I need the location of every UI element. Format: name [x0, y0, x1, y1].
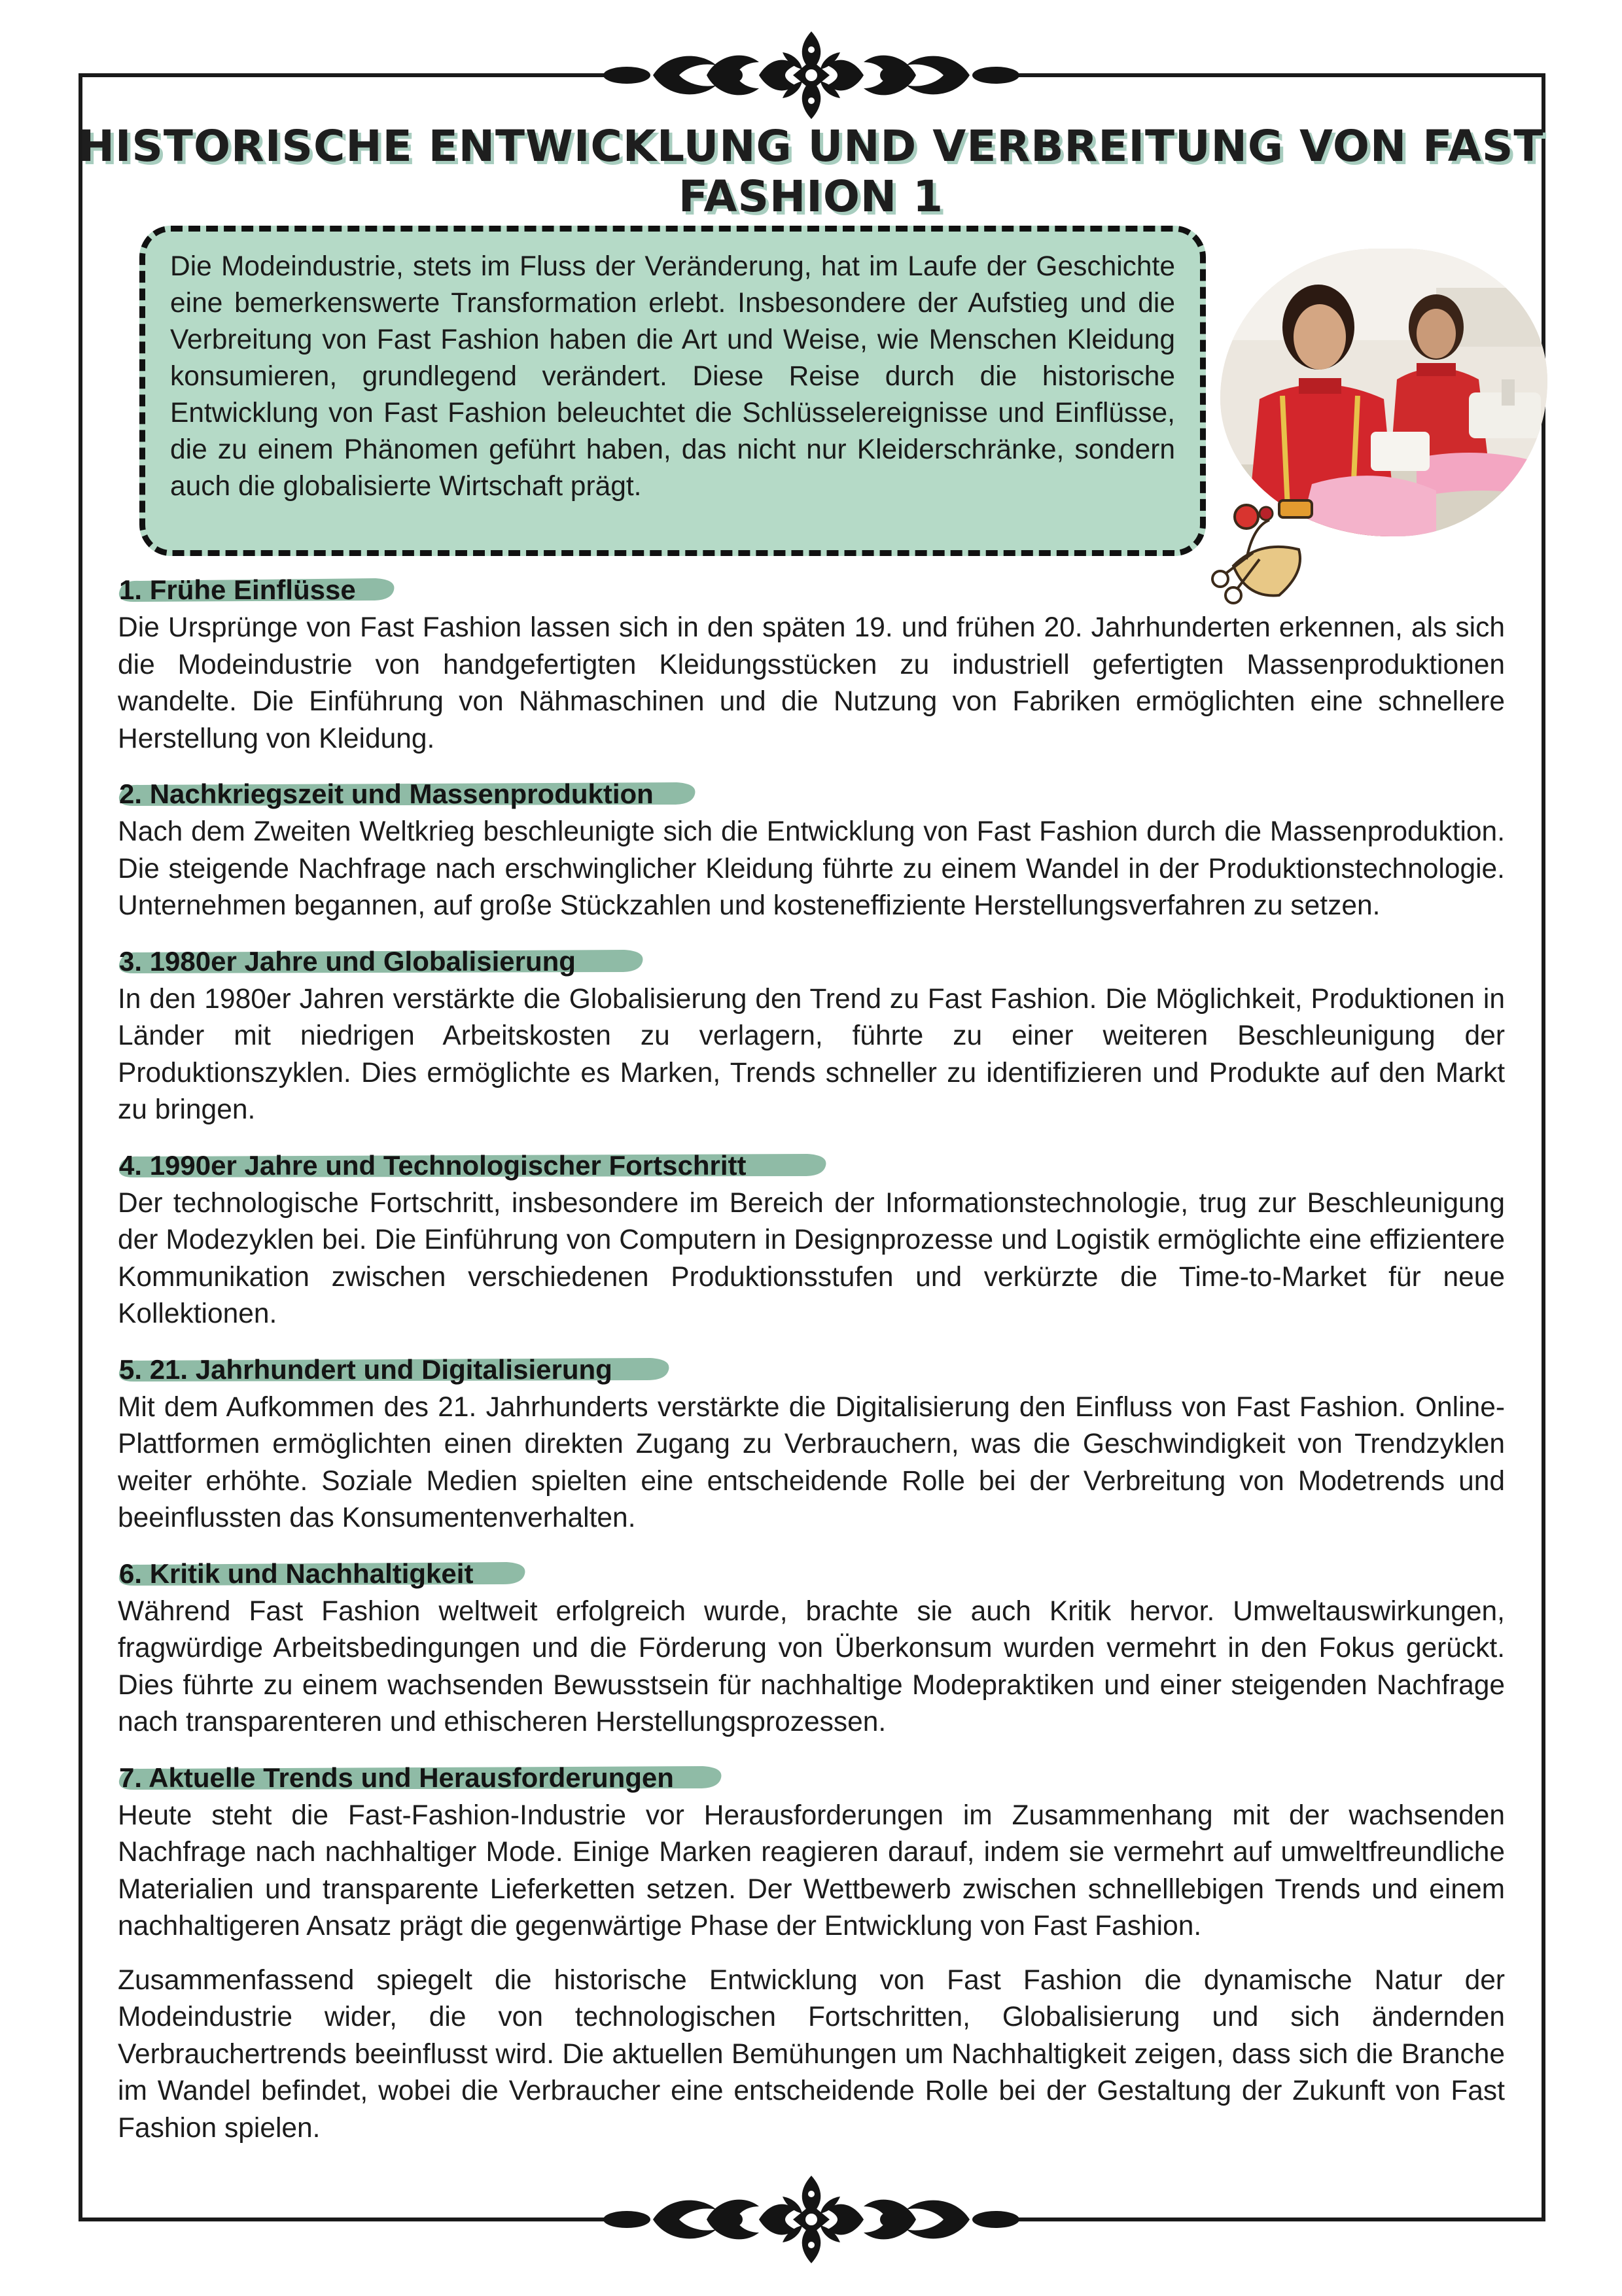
- section-heading-text: 2. Nachkriegszeit und Massenproduktion: [119, 778, 654, 809]
- floral-ornament-icon: [602, 26, 1021, 124]
- section-heading-text: 5. 21. Jahrhundert und Digitalisierung: [119, 1353, 612, 1385]
- section-heading: [118, 942, 582, 981]
- frame-left-line: [79, 73, 82, 2221]
- section-1: [118, 570, 1505, 757]
- page-title: HISTORISCHE ENTWICKLUNG UND VERBREITUNG VON FAST FASHION 1: [78, 121, 1544, 222]
- section-text: Mit dem Aufkommen des 21. Jahrhunderts verstärkte die Digitalisierung den Einfluss von Fast Fashion. Online-Plattformen ermöglichten einen direkten Zugang zu Verbrauchern, was die Geschwindigkeit von Trendzyklen weiter erhöhte. Soziale Medien spielten eine entscheidende Rolle bei der Verbreitung von Modetrends und beeinflussten das Konsumentenverhalten.: [118, 1391, 1505, 1533]
- section-3: [118, 942, 1505, 1129]
- section-heading-text: 1. Frühe Einflüsse: [119, 574, 356, 605]
- floral-ornament-icon: [602, 2170, 1021, 2269]
- section-heading-text: 4. 1990er Jahre und Technologischer Fortschritt: [119, 1149, 747, 1181]
- section-heading: [118, 774, 660, 814]
- section-heading: [118, 1350, 619, 1389]
- section-text: Nach dem Zweiten Weltkrieg beschleunigte sich die Entwicklung von Fast Fashion durch die Massenproduktion. Die steigende Nachfrage nach erschwinglicher Kleidung führte zu einem Wandel in der Produktionstechnologie. Unternehmen begannen, auf große Stückzahlen und kosteneffiziente Herstellungsverfahren zu setzen.: [118, 816, 1505, 921]
- frame-bottom-line-left: [79, 2218, 615, 2221]
- section-5: [118, 1350, 1505, 1537]
- section-2: [118, 774, 1505, 925]
- section-heading-text: 3. 1980er Jahre und Globalisierung: [119, 945, 576, 977]
- section-heading: [118, 1146, 753, 1185]
- section-text: Der technologische Fortschritt, insbesondere im Bereich der Informationstechnologie, trug zur Beschleunigung der Modezyklen bei. Die Einführung von Computern in Designprozesse und Logistik ermöglichte eine effizientere Kommunikation zwischen verschiedenen Produktionsstufen und verkürzte die Time-to-Market für neue Kollektionen.: [118, 1187, 1505, 1329]
- content-sections: [118, 570, 1505, 2147]
- section-text: Heute steht die Fast-Fashion-Industrie vor Herausforderungen im Zusammenhang mit der wachsenden Nachfrage nach nachhaltiger Mode. Einige Marken reagieren darauf, indem sie vermehrt auf umweltfreundliche Materialien und transparente Lieferketten setzen. Der Wettbewerb zwischen schnelllebigen Trends und einem nachhaltigeren Ansatz prägt die gegenwärtige Phase der Entwicklung von Fast Fashion.: [118, 1800, 1505, 1941]
- section-heading: [118, 1758, 680, 1798]
- section-heading-text: 6. Kritik und Nachhaltigkeit: [119, 1557, 474, 1589]
- frame-bottom-line-right: [1008, 2218, 1545, 2221]
- section-text: Die Ursprünge von Fast Fashion lassen sich in den späten 19. und frühen 20. Jahrhunderten erkennen, als sich die Modeindustrie von handgefertigten Kleidungsstücken zu industriell gefertigten Massenproduktionen wandelte. Die Einführung von Nähmaschinen und die Nutzung von Fabriken ermöglichten eine schnellere Herstellung von Kleidung.: [118, 612, 1505, 754]
- section-heading: [118, 570, 362, 610]
- section-heading: [118, 1554, 480, 1593]
- frame-top-line-left: [79, 73, 615, 77]
- intro-box: [139, 226, 1206, 556]
- section-heading-text: 7. Aktuelle Trends und Herausforderungen: [119, 1762, 674, 1793]
- summary-text: Zusammenfassend spiegelt die historische Entwicklung von Fast Fashion die dynamische Natur der Modeindustrie wider, die von technologischen Fortschritten, Globalisierung und sich ändernden Verbrauchertrends beeinflusst wird. Die aktuellen Bemühungen um Nachhaltigkeit zeigen, dass sich die Branche im Wandel befindet, wobei die Verbraucher eine entscheidende Rolle bei der Gestaltung der Zukunft von Fast Fashion spielen.: [118, 1964, 1505, 2144]
- intro-text: Die Modeindustrie, stets im Fluss der Veränderung, hat im Laufe der Geschichte eine bemerkenswerte Transformation erlebt. Insbesondere der Aufstieg und die Verbreitung von Fast Fashion haben die Art und Weise, wie Menschen Kleidung konsumieren, grundlegend verändert. Diese Reise durch die historische Entwicklung von Fast Fashion beleuchtet die Schlüsselereignisse und Einflüsse, die zu einem Phänomen geführt haben, das nicht nur Kleiderschränke, sondern auch die globalisierte Wirtschaft prägt.: [170, 251, 1175, 502]
- section-4: [118, 1146, 1505, 1333]
- frame-top-line-right: [1008, 73, 1545, 77]
- section-text: Während Fast Fashion weltweit erfolgreich wurde, brachte sie auch Kritik hervor. Umweltauswirkungen, fragwürdige Arbeitsbedingungen und die Förderung von Überkonsum wurden vermehrt in den Fokus gerückt. Dies führte zu einem wachsenden Bewusstsein für nachhaltige Modepraktiken und einer steigenden Nachfrage nach transparenteren und ethischeren Herstellungsprozessen.: [118, 1595, 1505, 1737]
- section-text: In den 1980er Jahren verstärkte die Globalisierung den Trend zu Fast Fashion. Die Möglichkeit, Produktionen in Länder mit niedrigen Arbeitskosten zu verlagern, führte zu einer weiteren Beschleunigung der Produktionszyklen. Dies ermöglichte es Marken, Trends schneller zu identifizieren und Produkte auf den Markt zu bringen.: [118, 983, 1505, 1125]
- section-7: [118, 1758, 1505, 1945]
- section-6: [118, 1554, 1505, 1741]
